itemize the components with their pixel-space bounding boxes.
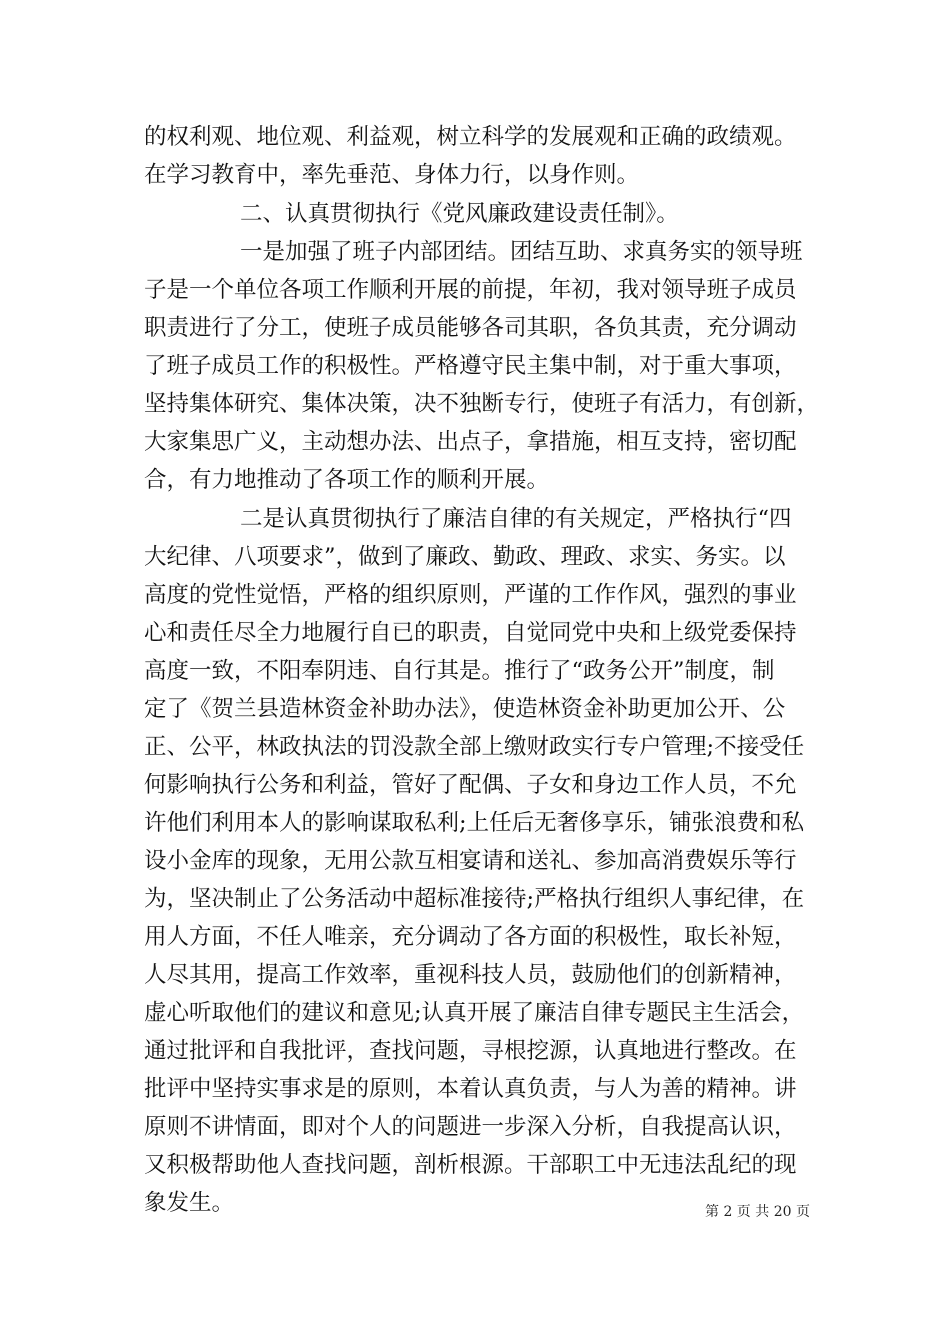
text-line: 职责进行了分工，使班子成员能够各司其职，各负其责，充分调动 bbox=[144, 315, 797, 341]
text-line: 心和责任尽全力地履行自已的职责，自觉同党中央和上级党委保持 bbox=[144, 620, 797, 646]
text-line: 原则不讲情面，即对个人的问题进一步深入分析，自我提高认识， bbox=[144, 1114, 797, 1140]
text-line: 通过批评和自我批评，查找问题，寻根挖源，认真地进行整改。在 bbox=[144, 1038, 797, 1064]
text-line: 用人方面，不任人唯亲，充分调动了各方面的积极性，取长补短， bbox=[144, 924, 797, 950]
text-line: 人尽其用，提高工作效率，重视科技人员，鼓励他们的创新精神， bbox=[144, 962, 797, 988]
text-line: 的权利观、地位观、利益观，树立科学的发展观和正确的政绩观。 bbox=[144, 124, 797, 150]
text-line: 高度一致，不阳奉阴违、自行其是。推行了“政务公开”制度，制 bbox=[144, 658, 775, 684]
text-line: 定了《贺兰县造林资金补助办法》，使造林资金补助更加公开、公 bbox=[144, 696, 786, 722]
page-number: 第 2 页 共 20 页 bbox=[705, 1204, 810, 1220]
text-line: 又积极帮助他人查找问题，剖析根源。干部职工中无违法乱纪的现 bbox=[144, 1152, 797, 1178]
text-line: 坚持集体研究、集体决策，决不独断专行，使班子有活力，有创新， bbox=[144, 391, 820, 417]
text-line: 在学习教育中，率先垂范、身体力行，以身作则。 bbox=[144, 162, 640, 188]
text-line: 批评中坚持实事求是的原则，本着认真负责，与人为善的精神。讲 bbox=[144, 1076, 797, 1102]
text-line: 合，有力地推动了各项工作的顺利开展。 bbox=[144, 467, 550, 493]
text-line: 何影响执行公务和利益，管好了配偶、子女和身边工作人员，不允 bbox=[144, 772, 797, 798]
section-heading: 二、认真贯彻执行《党风廉政建设责任制》。 bbox=[240, 201, 679, 227]
text-line: 设小金库的现象，无用公款互相宴请和送礼、参加高消费娱乐等行 bbox=[144, 848, 797, 874]
text-line: 了班子成员工作的积极性。严格遵守民主集中制，对于重大事项， bbox=[144, 353, 797, 379]
text-line: 为，坚决制止了公务活动中超标准接待;严格执行组织人事纪律，在 bbox=[144, 886, 805, 912]
text-line: 子是一个单位各项工作顺利开展的前提，年初，我对领导班子成员 bbox=[144, 277, 797, 303]
text-line: 许他们利用本人的影响谋取私利;上任后无奢侈享乐，铺张浪费和私 bbox=[144, 810, 805, 836]
text-line: 象发生。 bbox=[144, 1190, 235, 1216]
text-line: 大家集思广义，主动想办法、出点子，拿措施，相互支持，密切配 bbox=[144, 429, 797, 455]
text-line: 虚心听取他们的建议和意见;认真开展了廉洁自律专题民主生活会， bbox=[144, 1000, 805, 1026]
text-line: 二是认真贯彻执行了廉洁自律的有关规定，严格执行“四 bbox=[240, 506, 792, 532]
text-line: 大纪律、八项要求”，做到了廉政、勤政、理政、求实、务实。以 bbox=[144, 544, 786, 570]
text-line: 高度的党性觉悟，严格的组织原则，严谨的工作作风，强烈的事业 bbox=[144, 582, 797, 608]
text-line: 正、公平，林政执法的罚没款全部上缴财政实行专户管理;不接受任 bbox=[144, 734, 805, 760]
text-line: 一是加强了班子内部团结。团结互助、求真务实的领导班 bbox=[240, 239, 803, 265]
